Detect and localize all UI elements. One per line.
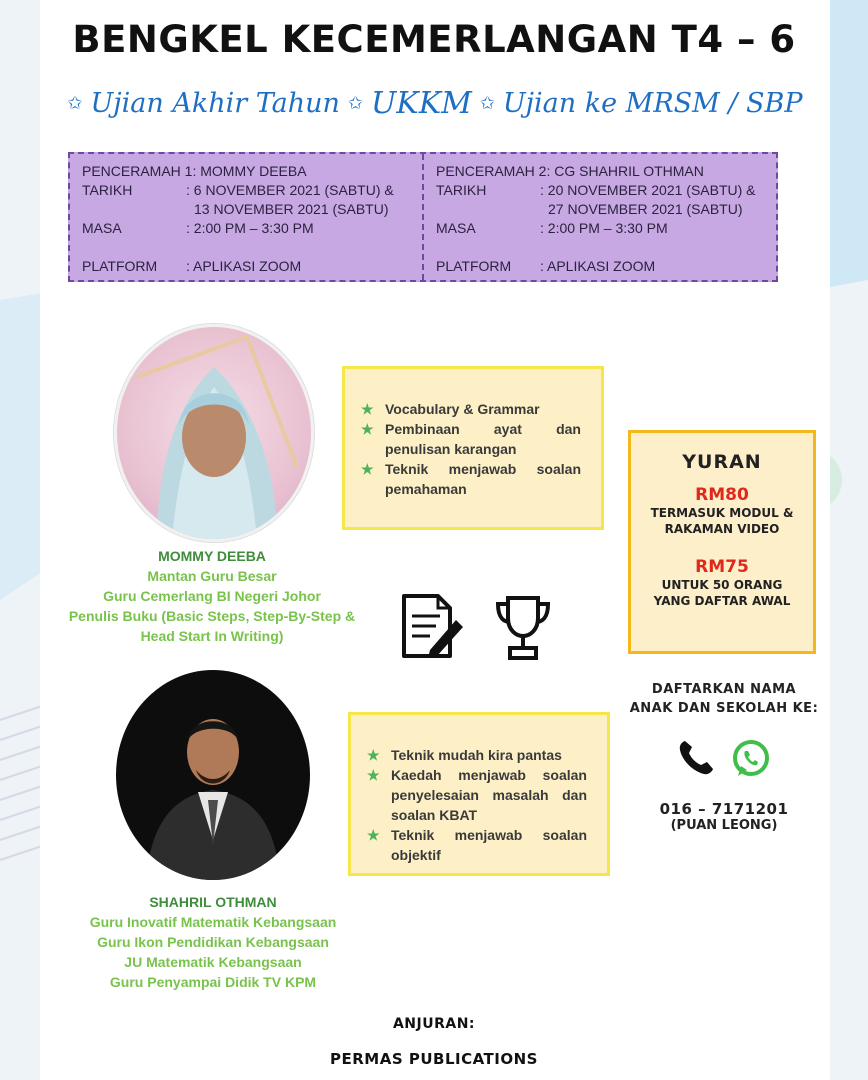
date-value: : 6 NOVEMBER 2021 (SABTU) &	[186, 182, 394, 198]
bio-line: Guru Ikon Pendidikan Kebangsaan	[97, 934, 329, 950]
contact-name: (PUAN LEONG)	[670, 818, 778, 833]
schedule-box	[68, 152, 778, 282]
label: TARIKH	[82, 182, 133, 198]
subtitle-item: Ujian ke MRSM / SBP	[502, 88, 803, 119]
fees-heading: YURAN	[682, 451, 762, 473]
star-bullet-icon: ★	[367, 747, 380, 763]
star-icon: ✩	[347, 93, 363, 114]
bio-line: Penulis Buku (Basic Steps, Step-By-Step &	[68, 608, 356, 624]
list-item: ★ Teknik menjawab soalan pemahaman	[361, 461, 581, 497]
time-value: : 2:00 PM – 3:30 PM	[186, 220, 314, 236]
speaker-name: MOMMY DEEBA	[158, 548, 266, 564]
list-item: ★ Kaedah menjawab soalan penyelesaian masalah dan soalan KBAT	[367, 767, 587, 823]
list-item: ★ Teknik menjawab soalan objektif	[367, 827, 587, 863]
price-1-desc: TERMASUK MODUL &	[650, 506, 794, 520]
label: MASA	[82, 220, 122, 236]
date-value: : 20 NOVEMBER 2021 (SABTU) &	[540, 182, 756, 198]
speaker-name: SHAHRIL OTHMAN	[149, 894, 277, 910]
speaker-heading: PENCERAMAH 1: MOMMY DEEBA	[82, 163, 307, 179]
footer-org: PERMAS PUBLICATIONS	[330, 1050, 538, 1068]
label: PLATFORM	[82, 258, 158, 274]
speaker-2-photo	[116, 670, 310, 880]
price-2-desc: YANG DAFTAR AWAL	[653, 594, 791, 608]
bio-line: Guru Penyampai Didik TV KPM	[109, 974, 317, 990]
label: PLATFORM	[436, 258, 512, 274]
contact-line: DAFTARKAN NAMA	[651, 682, 797, 697]
bio-line: Guru Inovatif Matematik Kebangsaan	[89, 914, 337, 930]
date-value-2: 27 NOVEMBER 2021 (SABTU)	[548, 201, 743, 217]
subtitle-item: Ujian Akhir Tahun	[90, 88, 340, 119]
time-value: : 2:00 PM – 3:30 PM	[540, 220, 668, 236]
price-1-desc: RAKAMAN VIDEO	[664, 522, 780, 536]
schedule-speaker-1	[70, 154, 422, 280]
phone-icon	[676, 738, 716, 778]
list-item: ★ Pembinaan ayat dan penulisan karangan	[361, 421, 581, 457]
speaker-2-bio	[60, 892, 366, 992]
bio-line: Guru Cemerlang BI Negeri Johor	[103, 588, 321, 604]
contact-block	[610, 680, 838, 833]
poster-title: BENGKEL KECEMERLANGAN T4 – 6	[72, 18, 796, 61]
footer-label: ANJURAN:	[392, 1016, 476, 1032]
subtitle-bar	[60, 86, 810, 121]
bio-line: Mantan Guru Besar	[147, 568, 277, 584]
contact-line: ANAK DAN SEKOLAH KE:	[629, 701, 819, 716]
date-value-2: 13 NOVEMBER 2021 (SABTU)	[194, 201, 389, 217]
star-bullet-icon: ★	[361, 421, 374, 437]
platform-value: : APLIKASI ZOOM	[540, 258, 656, 274]
speaker-heading: PENCERAMAH 2: CG SHAHRIL OTHMAN	[436, 163, 704, 179]
speaker-1-photo	[114, 324, 314, 542]
phone-number: 016 – 7171201	[659, 800, 789, 818]
star-bullet-icon: ★	[367, 767, 380, 783]
price-2: RM75	[695, 557, 749, 577]
label: MASA	[436, 220, 476, 236]
star-icon: ✩	[67, 93, 83, 114]
document-pen-icon	[400, 592, 466, 660]
bio-line: Head Start In Writing)	[140, 628, 284, 644]
topics-box-2	[348, 712, 610, 876]
price-1: RM80	[695, 485, 749, 505]
price-2-desc: UNTUK 50 ORANG	[661, 578, 783, 592]
star-icon: ✩	[479, 93, 495, 114]
bio-line: JU Matematik Kebangsaan	[124, 954, 302, 970]
schedule-speaker-2	[422, 154, 776, 280]
star-bullet-icon: ★	[361, 401, 374, 417]
subtitle-item: UKKM	[371, 86, 472, 121]
topics-box-1	[342, 366, 604, 530]
fees-box	[628, 430, 816, 654]
trophy-icon	[492, 594, 554, 662]
speaker-1-bio	[62, 546, 362, 646]
label: TARIKH	[436, 182, 487, 198]
platform-value: : APLIKASI ZOOM	[186, 258, 302, 274]
star-bullet-icon: ★	[361, 461, 374, 477]
star-bullet-icon: ★	[367, 827, 380, 843]
list-item: ★ Vocabulary & Grammar	[361, 401, 540, 417]
list-item: ★ Teknik mudah kira pantas	[367, 747, 562, 763]
whatsapp-icon	[730, 738, 772, 780]
